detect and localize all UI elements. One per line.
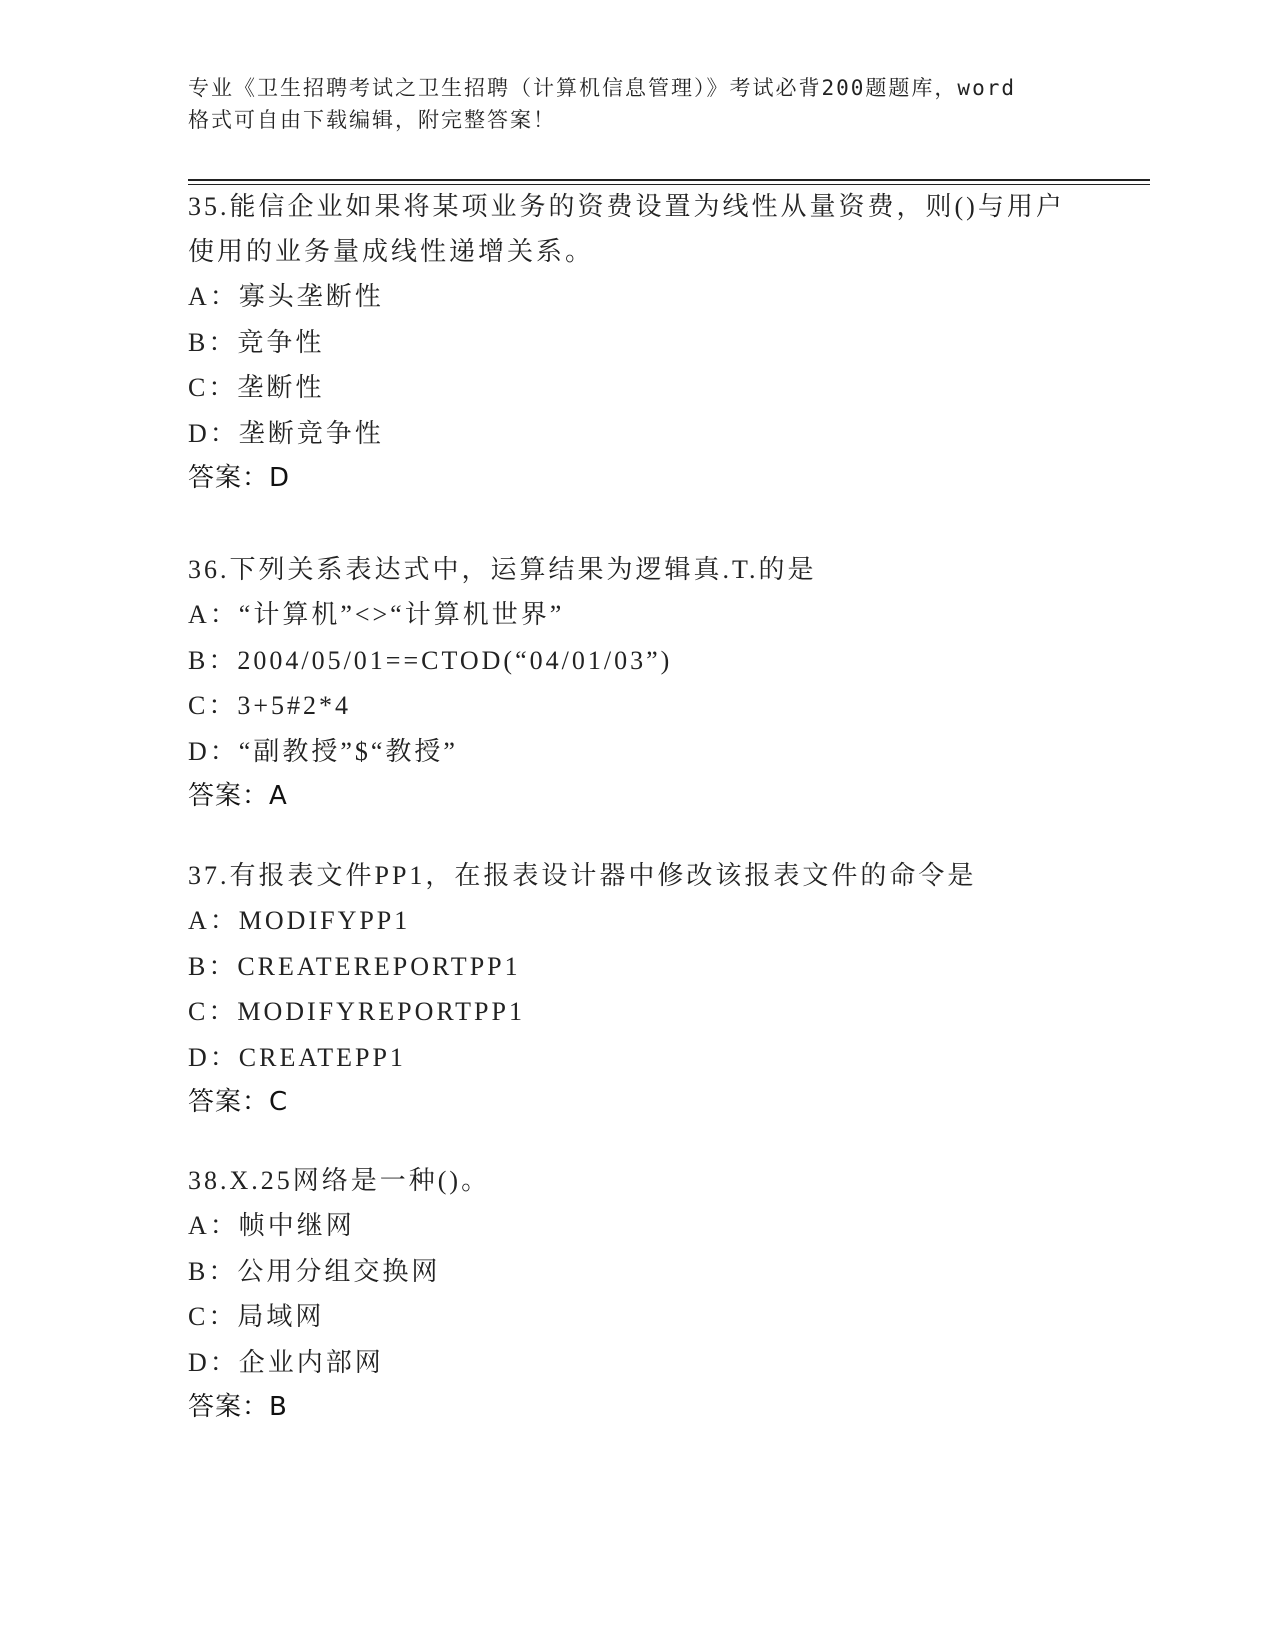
header-divider-thick: [188, 179, 1150, 181]
question-stem-line-1: 36.下列关系表达式中，运算结果为逻辑真.T.的是: [188, 555, 817, 584]
answer-line: 答案：B: [188, 1392, 288, 1422]
option-a: A：寡头垄断性: [188, 282, 384, 311]
answer-line: 答案：C: [188, 1087, 289, 1117]
option-c: C：3+5#2*4: [188, 691, 352, 720]
answer-line: 答案：A: [188, 781, 288, 811]
option-b: B：竞争性: [188, 327, 325, 357]
option-b: B：2004/05/01==CTOD(“04/01/03”): [188, 645, 673, 675]
option-d: D：“副教授”$“教授”: [188, 736, 458, 766]
question-35: [188, 184, 1088, 502]
option-b: B：公用分组交换网: [188, 1256, 441, 1286]
option-d: D：垄断竞争性: [188, 418, 384, 448]
question-stem-line-1: 38.X.25网络是一种()。: [188, 1166, 491, 1195]
header-line-1: 专业《卫生招聘考试之卫生招聘（计算机信息管理）》考试必背200题题库，word: [188, 76, 1016, 100]
document-header: [188, 72, 1088, 136]
option-a: A：帧中继网: [188, 1211, 355, 1240]
option-c: C：局域网: [188, 1302, 325, 1331]
question-38: [188, 1158, 1088, 1431]
option-a: A：MODIFYPP1: [188, 906, 411, 935]
option-c: C：垄断性: [188, 373, 325, 402]
option-a: A：“计算机”<>“计算机世界”: [188, 600, 565, 629]
question-36: [188, 547, 1088, 820]
option-d: D：企业内部网: [188, 1347, 384, 1377]
option-c: C：MODIFYREPORTPP1: [188, 997, 525, 1026]
option-b: B：CREATEREPORTPP1: [188, 951, 521, 981]
question-37: [188, 853, 1088, 1126]
answer-line: 答案：D: [188, 463, 291, 493]
header-line-2: 格式可自由下载编辑，附完整答案！: [188, 108, 556, 132]
option-d: D：CREATEPP1: [188, 1042, 406, 1072]
question-stem-line-2: 使用的业务量成线性递增关系。: [188, 237, 595, 266]
question-stem-line-1: 37.有报表文件PP1，在报表设计器中修改该报表文件的命令是: [188, 861, 977, 890]
question-stem-line-1: 35.能信企业如果将某项业务的资费设置为线性从量资费，则()与用户: [188, 192, 1065, 221]
